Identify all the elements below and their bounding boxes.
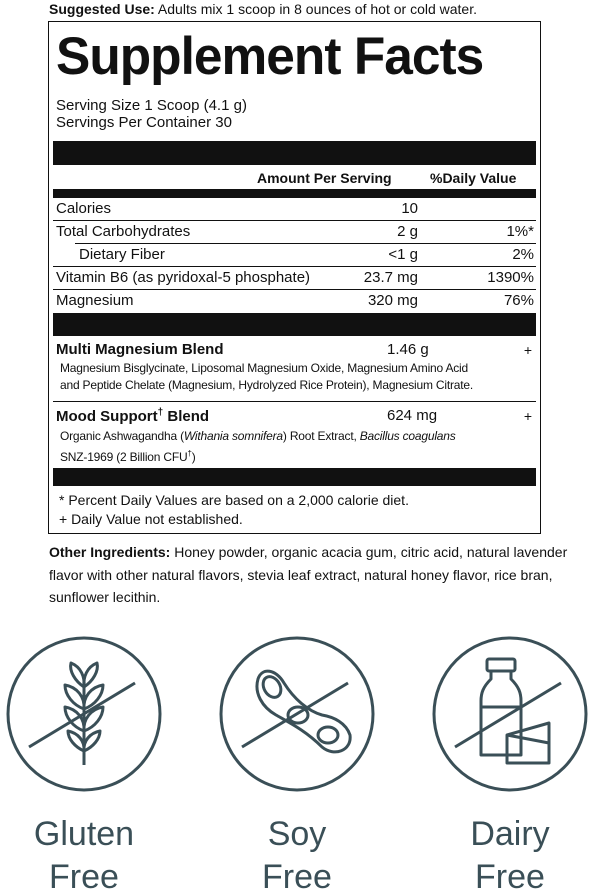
nutrient-name: Total Carbohydrates xyxy=(56,223,191,240)
nutrient-name: Vitamin B6 (as pyridoxal-5 phosphate) xyxy=(56,269,311,286)
desc-italic: Bacillus coagulans xyxy=(359,429,456,443)
nutrient-dv: 1390% xyxy=(487,269,534,286)
badge-label-line1: Gluten xyxy=(33,815,135,853)
nutrient-row xyxy=(56,243,534,266)
blend-amount: 624 mg xyxy=(387,407,438,424)
badge-label-line2: Free xyxy=(49,858,119,895)
other-ingredients-label: Other Ingredients: xyxy=(49,544,171,560)
supplement-facts-panel xyxy=(48,21,541,534)
serving-info xyxy=(56,97,247,131)
blend-title-suffix: Blend xyxy=(163,408,210,425)
blend-desc-line: Magnesium Bisglycinate, Liposomal Magnesium Oxide, Magnesium Amino Acid xyxy=(60,361,468,375)
blend-amount: 1.46 g xyxy=(387,341,429,358)
desc-text: SNZ-1969 (2 Billion CFU xyxy=(60,450,188,464)
other-ingredients-text: Honey powder, organic acacia gum, citric acid, natural lavender flavor with other natural flavors, stevia leaf extract, natural honey flavor, rice bran, sunflower lecithin. xyxy=(49,544,568,605)
thick-divider xyxy=(53,468,536,486)
blend-dv: + xyxy=(523,342,532,358)
nutrient-row xyxy=(56,289,534,312)
desc-text: Organic Ashwagandha ( xyxy=(60,429,184,443)
blend-desc-line xyxy=(60,428,535,445)
row-divider xyxy=(53,401,536,402)
blend-desc-line xyxy=(60,445,535,466)
wheat-crossed-icon xyxy=(5,635,163,793)
serving-size: Serving Size 1 Scoop (4.1 g) xyxy=(56,97,247,114)
suggested-use-label: Suggested Use: xyxy=(49,1,155,17)
nutrient-dv: 1%* xyxy=(506,223,534,240)
nutrient-amount: 2 g xyxy=(397,223,418,240)
badge-label-line2: Free xyxy=(262,858,332,895)
nutrient-amount: 320 mg xyxy=(367,292,418,309)
badge-label-line2: Free xyxy=(475,858,545,895)
footnote: * Percent Daily Values are based on a 2,000 calorie diet. xyxy=(59,492,409,508)
nutrient-name: Magnesium xyxy=(56,292,134,309)
panel-title: Supplement Facts xyxy=(56,27,484,86)
nutrient-amount: 10 xyxy=(401,200,418,217)
blend-title xyxy=(56,407,209,425)
nutrient-name: Calories xyxy=(56,200,112,217)
header-daily-value: %Daily Value xyxy=(430,170,517,186)
other-ingredients xyxy=(49,541,569,609)
soybean-crossed-icon xyxy=(218,635,376,793)
soy-free-badge xyxy=(217,635,377,895)
nutrient-dv: 76% xyxy=(503,292,534,309)
nutrient-amount: <1 g xyxy=(388,246,418,263)
header-amount: Amount Per Serving xyxy=(257,170,392,186)
blend-title: Multi Magnesium Blend xyxy=(56,341,224,358)
gluten-free-badge xyxy=(4,635,164,895)
nutrient-row xyxy=(56,266,534,289)
nutrient-dv: 2% xyxy=(512,246,534,263)
milk-cheese-crossed-icon xyxy=(431,635,589,793)
desc-text: ) Root Extract, xyxy=(282,429,360,443)
suggested-use xyxy=(49,0,477,18)
blend-description xyxy=(60,428,535,466)
nutrient-row xyxy=(56,197,534,220)
desc-italic: Withania somnifera xyxy=(183,429,283,443)
suggested-use-text: Adults mix 1 scoop in 8 ounces of hot or cold water. xyxy=(154,1,477,17)
blend-title-text: Mood Support xyxy=(56,408,158,425)
nutrient-row xyxy=(56,220,534,243)
footnote: + Daily Value not established. xyxy=(59,511,243,527)
servings-per-container: Servings Per Container 30 xyxy=(56,114,232,131)
thick-divider xyxy=(53,141,536,165)
desc-text: ) xyxy=(191,450,196,464)
dagger-mark: † xyxy=(187,449,192,458)
nutrient-amount: 23.7 mg xyxy=(363,269,418,286)
blend-desc-line: and Peptide Chelate (Magnesium, Hydrolyzed Rice Protein), Magnesium Citrate. xyxy=(60,378,473,392)
dairy-free-badge xyxy=(430,635,590,895)
blend-dv: + xyxy=(523,408,532,424)
badge-label-line1: Dairy xyxy=(470,815,550,853)
badge-label-line1: Soy xyxy=(267,815,327,853)
thick-divider xyxy=(53,313,536,336)
dagger-mark: † xyxy=(157,407,164,418)
nutrient-name: Dietary Fiber xyxy=(79,246,165,263)
blend-description xyxy=(60,360,535,394)
